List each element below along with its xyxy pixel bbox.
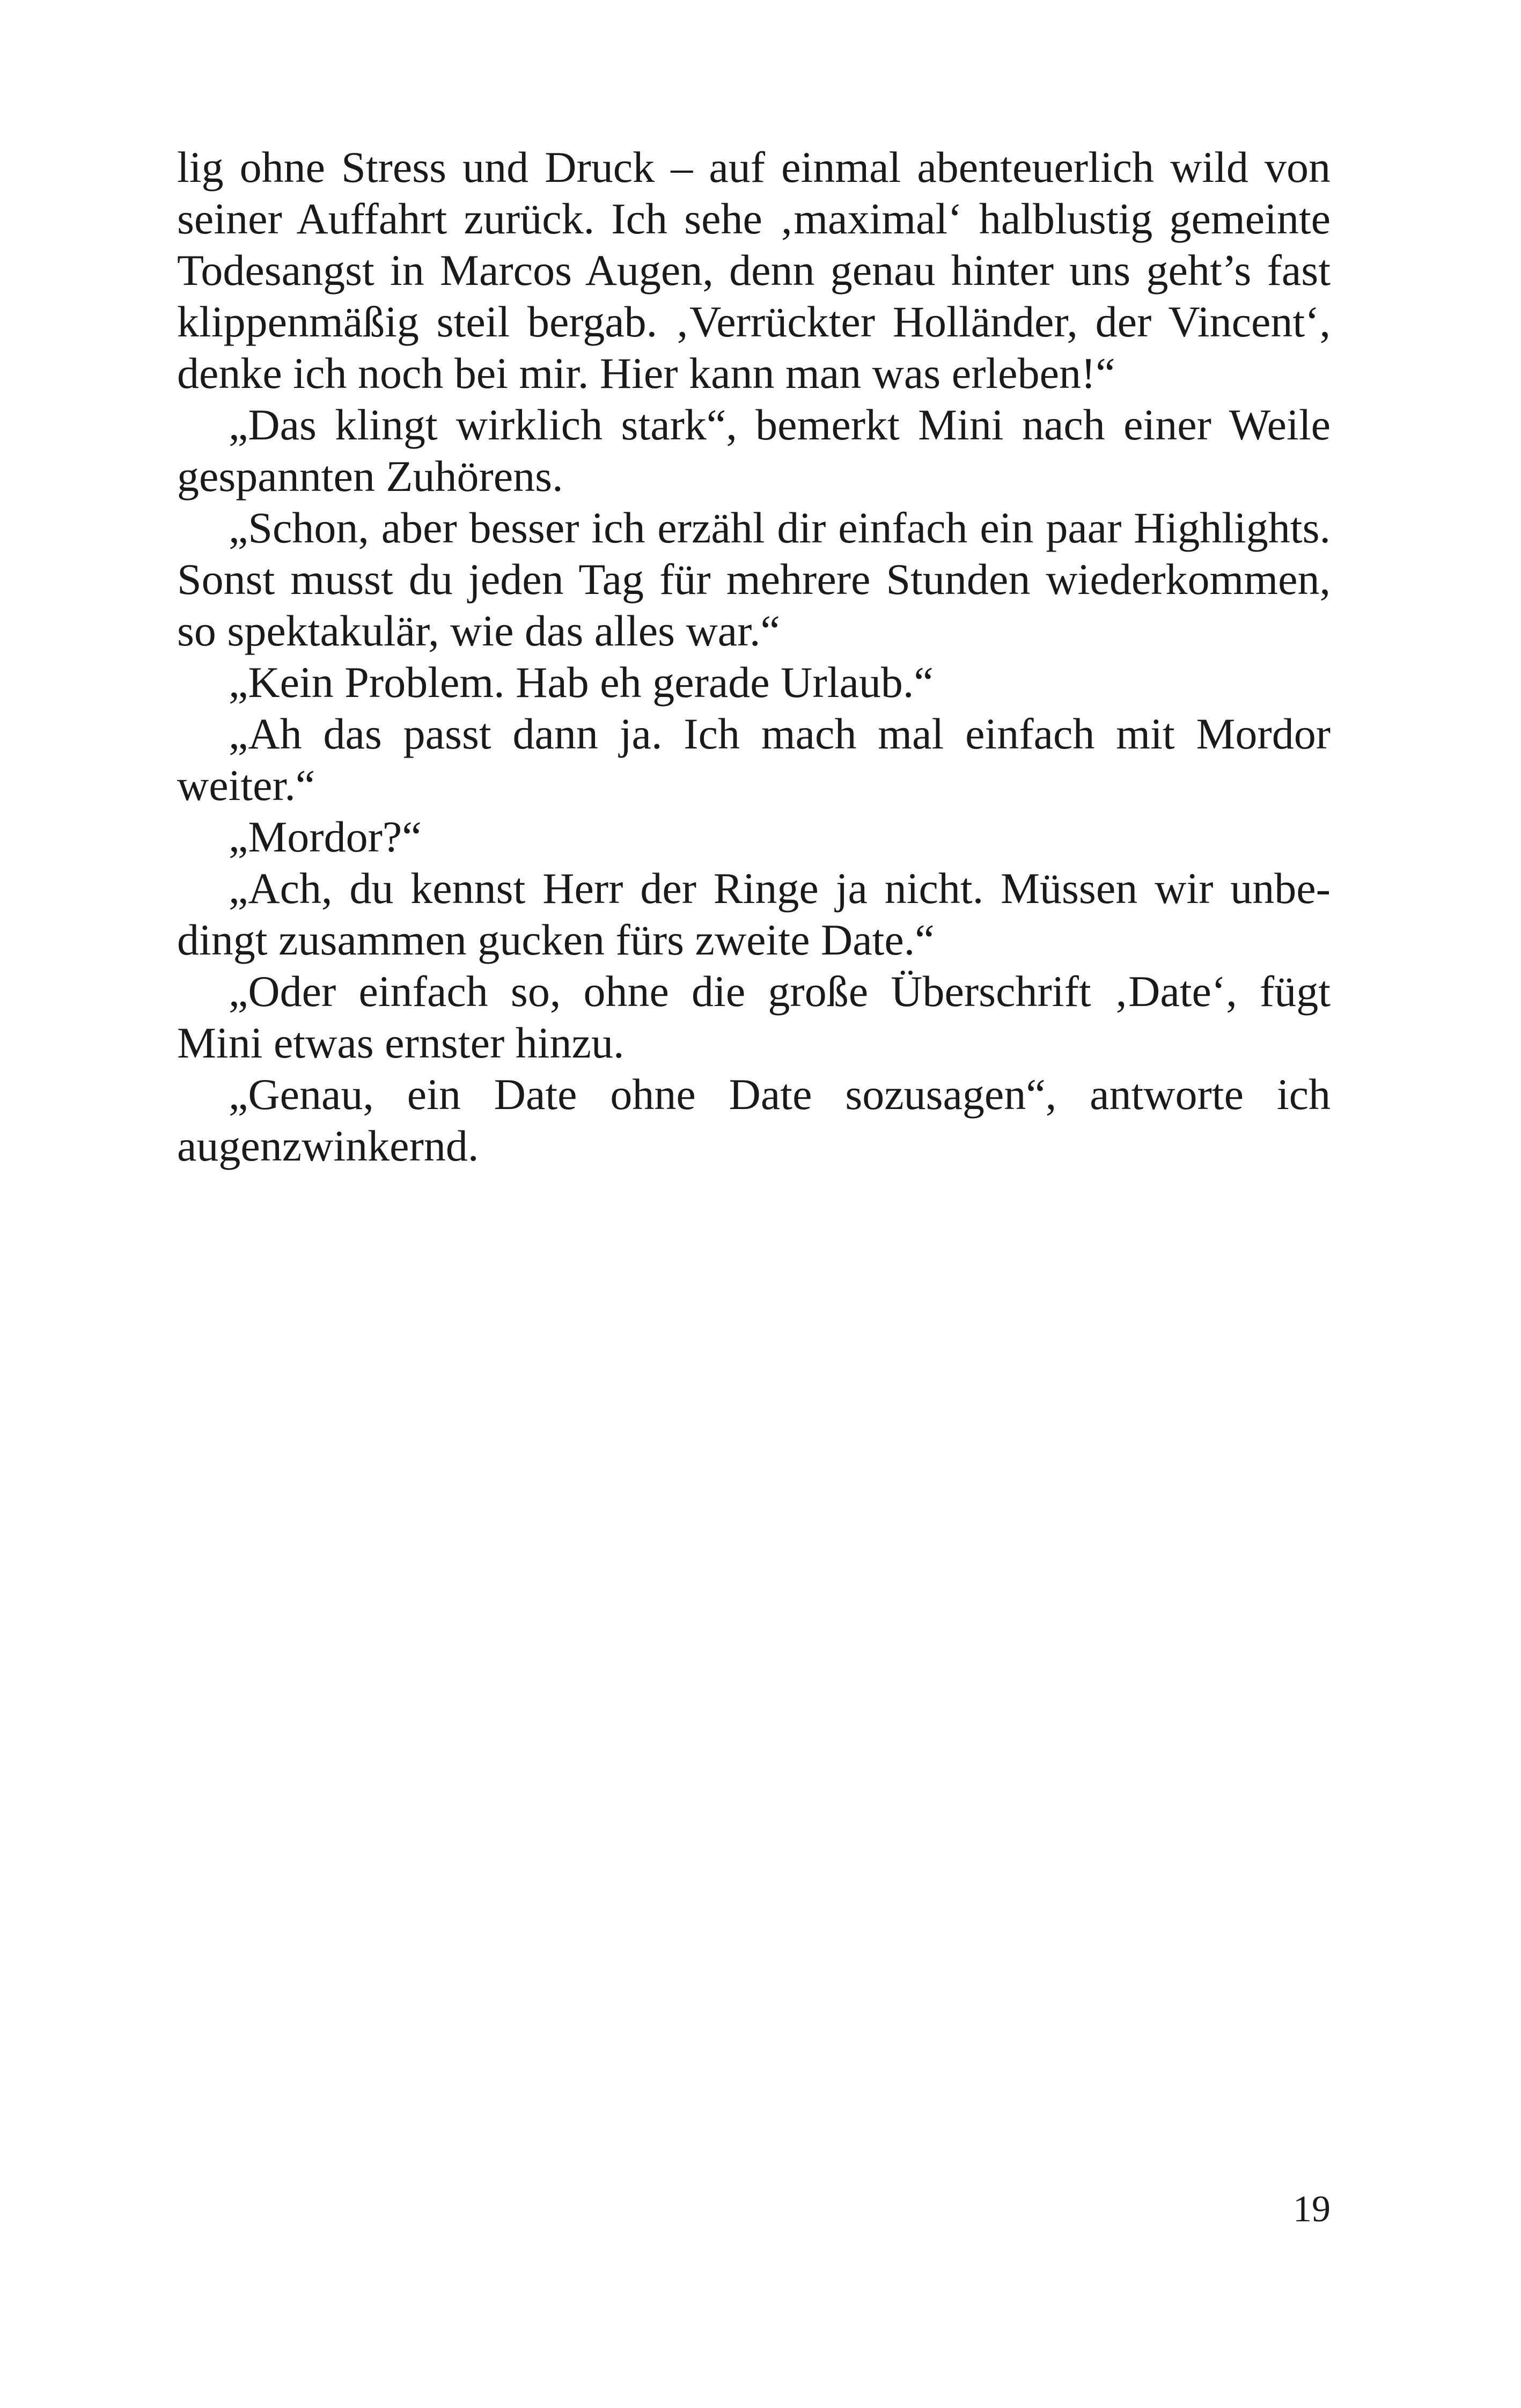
text-line-3: Todesangst in Marcos Augen, denn genau hinter uns geht’s fast [177,246,1331,295]
text-line-15: „Ach, du kennst Herr der Ringe ja nicht. Müssen wir unbe- [229,864,1331,913]
page-number: 19 [1293,2189,1331,2230]
text-line-12: „Ah das passt dann ja. Ich mach mal einfach mit Mordor [229,709,1331,758]
text-line-14: „Mordor?“ [229,812,422,861]
text-line-17: „Oder einfach so, ohne die große Überschrift ‚Date‘, fügt [229,967,1331,1016]
text-line-6: „Das klingt wirklich stark“, bemerkt Mini nach einer Weile [229,400,1331,449]
text-line-16: dingt zusammen gucken fürs zweite Date.“ [177,915,935,964]
text-line-1: lig ohne Stress und Druck – auf einmal abenteuerlich wild von [177,143,1331,192]
text-line-7: gespannten Zuhörens. [177,452,563,501]
text-line-5: denke ich noch bei mir. Hier kann man was erleben!“ [177,349,1115,398]
text-line-18: Mini etwas ernster hinzu. [177,1018,624,1067]
text-line-9: Sonst musst du jeden Tag für mehrere Stunden wiederkommen, [177,555,1331,604]
text-line-20: augenzwinkernd. [177,1121,479,1170]
text-line-19: „Genau, ein Date ohne Date sozusagen“, antworte ich [229,1070,1331,1119]
text-line-10: so spektakulär, wie das alles war.“ [177,606,780,655]
text-line-2: seiner Auffahrt zurück. Ich sehe ‚maximal‘ halblustig gemeinte [177,194,1331,243]
text-line-4: klippenmäßig steil bergab. ‚Verrückter Holländer, der Vincent‘, [177,297,1331,346]
text-line-11: „Kein Problem. Hab eh gerade Urlaub.“ [229,658,934,707]
body-text [177,142,1331,1172]
text-line-8: „Schon, aber besser ich erzähl dir einfach ein paar Highlights. [229,503,1331,552]
text-line-13: weiter.“ [177,761,315,810]
